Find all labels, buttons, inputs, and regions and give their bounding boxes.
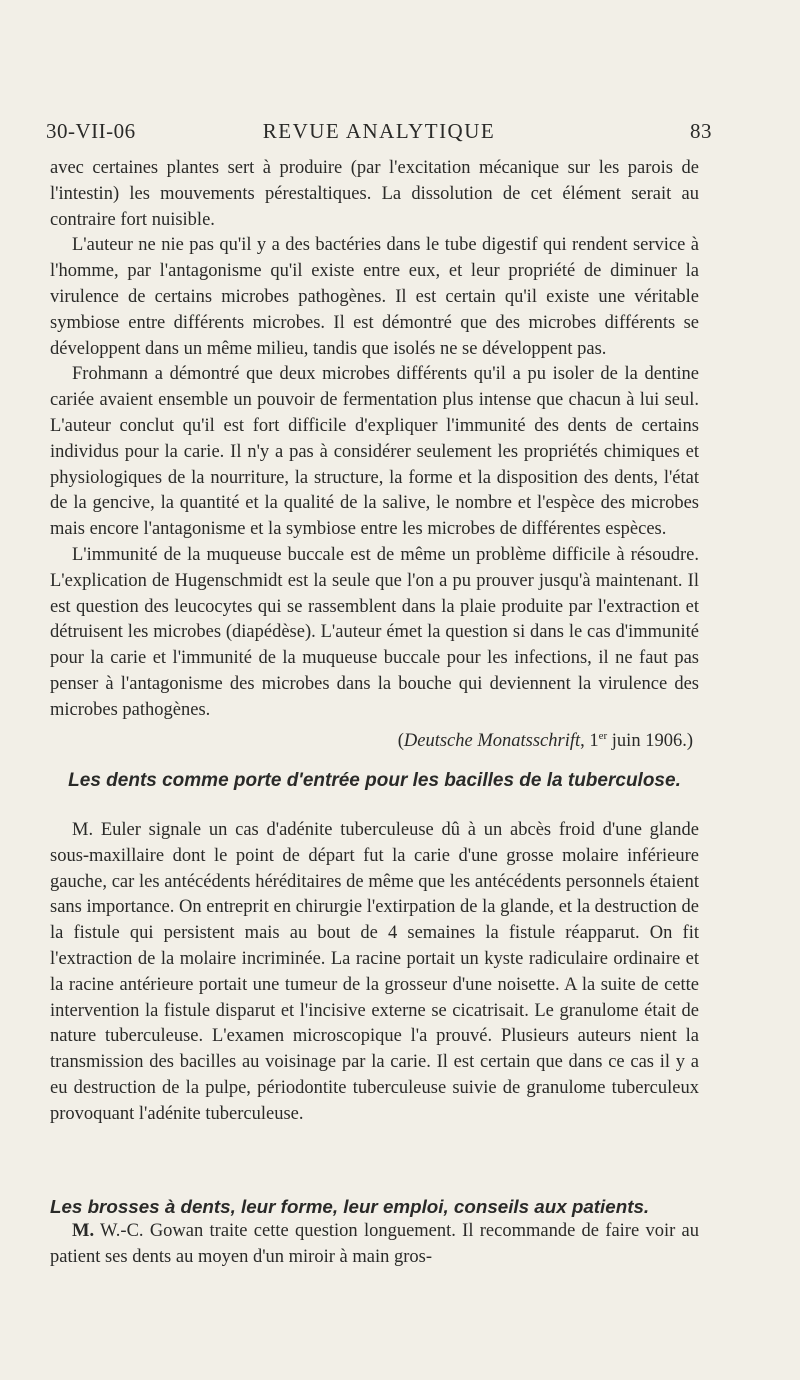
paragraph bbox=[50, 1219, 699, 1271]
paragraph: L'auteur ne nie pas qu'il y a des bactéries dans le tube digestif qui rendent service à l'homme, par l'antagonisme qu'il existe entre eux, et leur propriété de diminuer la virulence de certains microbes pathogènes. Il est certain qu'il existe une véritable symbiose entre différents microbes. Il est démontré que des microbes différents se développent dans un même milieu, tandis que isolés ne se développent pas. bbox=[50, 235, 699, 359]
section-title-tuberculosis: Les dents comme porte d'entrée pour les bacilles de la tuberculose. bbox=[68, 770, 681, 791]
citation bbox=[50, 724, 699, 755]
citation-sep: , bbox=[580, 730, 590, 751]
citation-source: Deutsche Monatsschrift bbox=[403, 730, 581, 751]
header-date: 30-VII-06 bbox=[46, 119, 136, 143]
paragraph: L'immunité de la muqueuse buccale est de même un problème difficile à résoudre. L'explication de Hugenschmidt est la seule que l'on a pu prouver jusqu'à maintenant. Il est question des leucocytes qui se rassemblent dans la plaie produite par l'extraction et détruisent les microbes (diapédèse). L'auteur émet la question si dans le cas d'immunité pour la carie et l'immunité de la muqueuse buccale pour les infections, il ne faut pas penser à l'antagonisme des microbes dans la bouche qui deviennent la virulence des microbes pathogènes. bbox=[50, 544, 699, 720]
citation-date: juin 1906.) bbox=[607, 730, 693, 751]
paragraph-lead: M. bbox=[72, 1221, 95, 1241]
article-body-3 bbox=[50, 1219, 699, 1271]
section-title-toothbrushes: Les brosses à dents, leur forme, leur emploi, conseils aux patients. bbox=[50, 1196, 650, 1217]
citation-open: ( bbox=[397, 730, 404, 751]
paragraph: M. Euler signale un cas d'adénite tuberculeuse dû à un abcès froid d'une glande sous-maxillaire dont le point de départ fut la carie d'une grosse molaire inférieure gauche, car les antécédents héréditaires de même que les antécédents personnels étaient sans importance. On entreprit en chirurgie l'extirpation de la glande, et la destruction de la fistule qui persistent mais au bout de 4 semaines la fistule réapparut. On fit l'extraction de la molaire incriminée. La racine portait un kyste radiculaire ordinaire et la racine antérieure portait une tumeur de la grosseur d'une noisette. A la suite de cette intervention la fistule disparut et l'incisive externe se cicatrisait. Le granulome était de nature tuberculeuse. L'examen microscopique l'a prouvé. Plusieurs auteurs nient la transmission des bacilles au voisinage par la carie. Il est certain que dans ce cas il y a eu destruction de la pulpe, périodontite tuberculeuse suivie de granulome tuberculeux provoquant l'adénite tuberculeuse. bbox=[50, 820, 699, 1124]
running-header bbox=[46, 119, 712, 149]
article-body-1 bbox=[50, 156, 699, 754]
article-body-2 bbox=[50, 818, 699, 1128]
page-number: 83 bbox=[690, 119, 712, 143]
paragraph: avec certaines plantes sert à produire (par l'excitation mécanique sur les parois de l'intestin) les mouvements pérestaltiques. La dissolution de cet élément serait au contraire fort nuisible. bbox=[50, 158, 699, 230]
journal-title: REVUE ANALYTIQUE bbox=[262, 119, 496, 143]
citation-day-suffix: er bbox=[598, 729, 608, 742]
citation-day: 1 bbox=[589, 730, 599, 751]
paragraph-text: W.-C. Gowan traite cette question longuement. Il recommande de faire voir au patient ses dents au moyen d'un miroir à main gros- bbox=[50, 1221, 699, 1267]
paragraph: Frohmann a démontré que deux microbes différents qu'il a pu isoler de la dentine cariée avaient ensemble un pouvoir de fermentation plus intense que chacun à lui seul. L'auteur conclut qu'il est fort difficile d'expliquer l'immunité des dents de certains individus pour la carie. Il n'y a pas à considérer seulement les propriétés chimiques et physiologiques de la nourriture, la structure, la forme et la disposition des dents, l'état de la gencive, la quantité et la qualité de la salive, le nombre et l'espèce des microbes mais encore l'antagonisme et la symbiose entre les microbes de différentes espèces. bbox=[50, 364, 699, 540]
